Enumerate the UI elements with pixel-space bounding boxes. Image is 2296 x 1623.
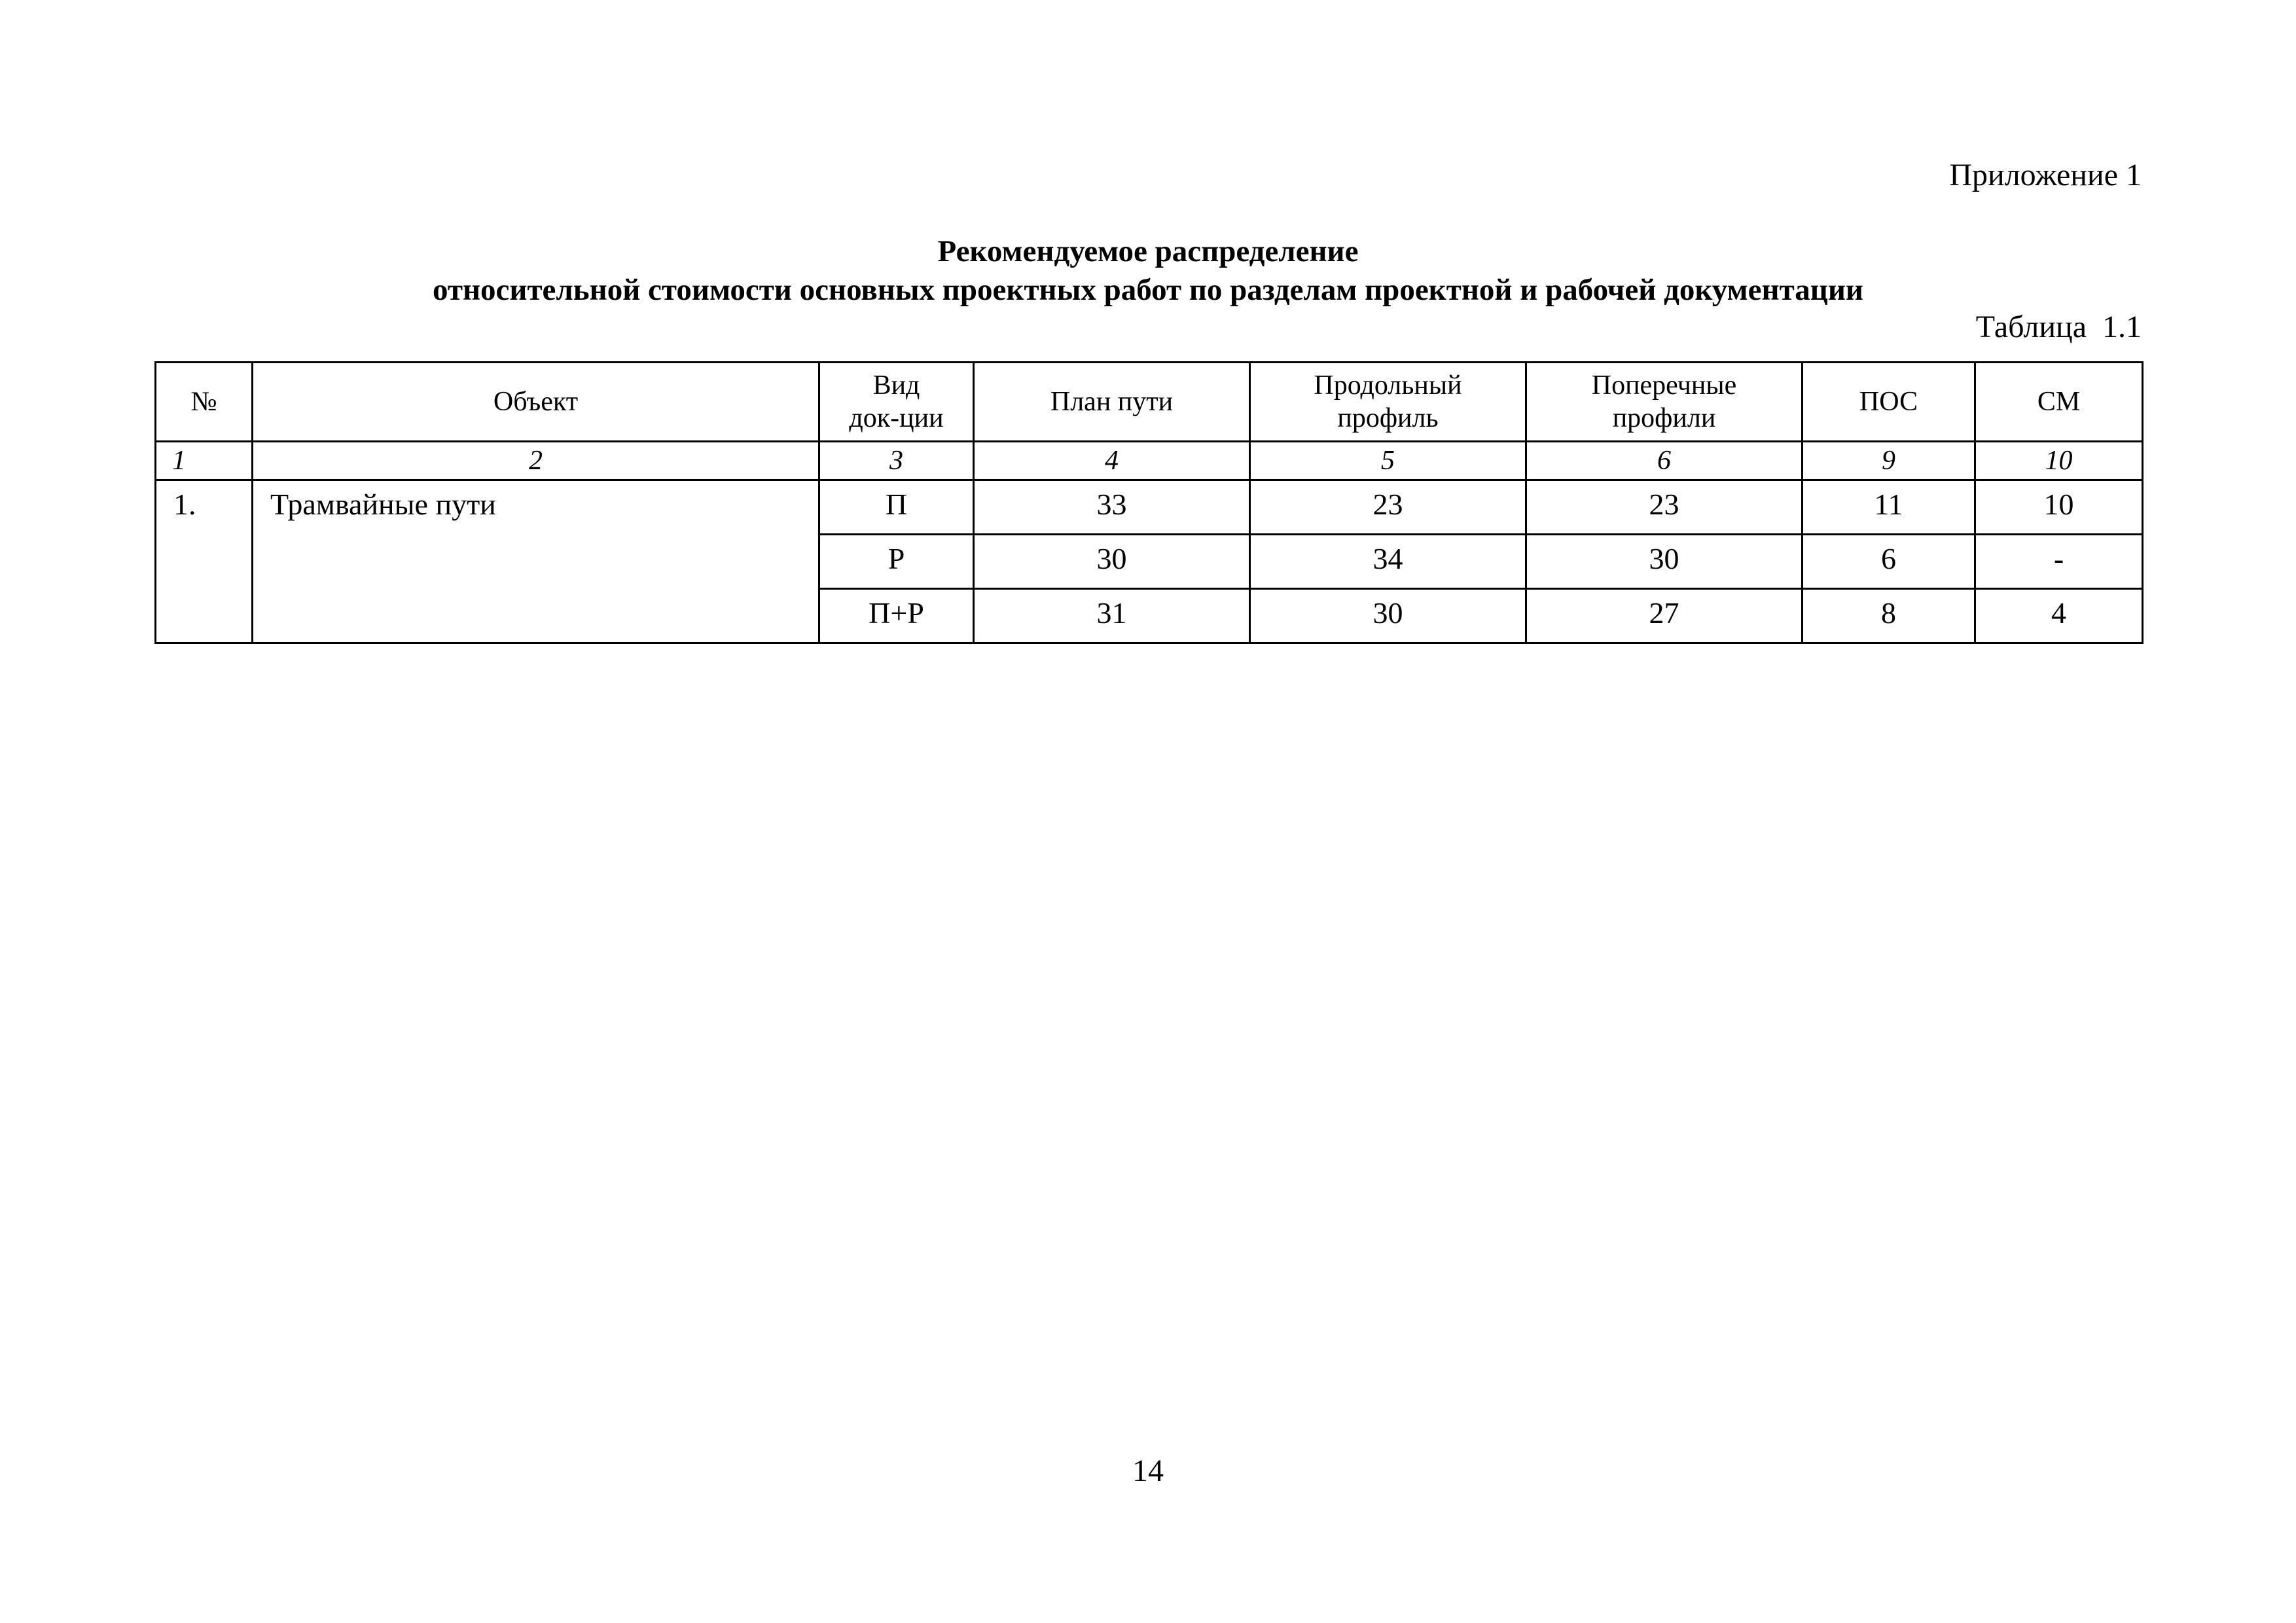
- cell-cross: 27: [1526, 589, 1803, 643]
- cell-cross: 30: [1526, 535, 1803, 589]
- header-longitudinal-line-1: Продольный: [1314, 370, 1462, 401]
- column-number: 6: [1526, 442, 1803, 480]
- header-longitudinal-line-2: профиль: [1337, 403, 1439, 433]
- header-object: Объект: [253, 363, 819, 442]
- column-number-row: [156, 442, 2143, 480]
- document-title-line-2: относительной стоимости основных проектных работ по разделам проектной и рабочей документации: [432, 273, 1864, 307]
- column-number: 10: [1975, 442, 2143, 480]
- appendix-label: Приложение 1: [1949, 158, 2142, 192]
- cell-sm: -: [1975, 535, 2143, 589]
- header-doc-type: [819, 363, 974, 442]
- cost-distribution-table: [154, 361, 2144, 644]
- cell-doc-type: П+Р: [819, 589, 974, 643]
- header-cross-line-2: профили: [1612, 403, 1716, 433]
- row-object: Трамвайные пути: [253, 480, 819, 643]
- cell-doc-type: П: [819, 480, 974, 535]
- header-doc-type-line-2: док-ции: [849, 403, 944, 433]
- column-number: 5: [1250, 442, 1526, 480]
- header-longitudinal-profile: [1250, 363, 1526, 442]
- column-number: 9: [1803, 442, 1975, 480]
- table-header-row: [156, 363, 2143, 442]
- page-number: 14: [1132, 1454, 1164, 1488]
- column-number: 2: [253, 442, 819, 480]
- cell-pos: 6: [1803, 535, 1975, 589]
- cell-doc-type: Р: [819, 535, 974, 589]
- cell-cross: 23: [1526, 480, 1803, 535]
- cell-sm: 4: [1975, 589, 2143, 643]
- cell-longitudinal: 23: [1250, 480, 1526, 535]
- column-number: 4: [974, 442, 1250, 480]
- table-label: Таблица 1.1: [1975, 310, 2142, 344]
- cell-pos: 8: [1803, 589, 1975, 643]
- column-number: 3: [819, 442, 974, 480]
- cell-plan: 30: [974, 535, 1250, 589]
- cell-pos: 11: [1803, 480, 1975, 535]
- header-plan: План пути: [974, 363, 1250, 442]
- header-pos: ПОС: [1803, 363, 1975, 442]
- column-number: 1: [156, 442, 253, 480]
- cell-plan: 31: [974, 589, 1250, 643]
- cell-sm: 10: [1975, 480, 2143, 535]
- cell-longitudinal: 30: [1250, 589, 1526, 643]
- table-row: [156, 480, 2143, 535]
- header-doc-type-line-1: Вид: [872, 370, 920, 401]
- document-title-line-1: Рекомендуемое распределение: [937, 234, 1359, 268]
- header-sm: СМ: [1975, 363, 2143, 442]
- row-number: 1.: [156, 480, 253, 643]
- cell-plan: 33: [974, 480, 1250, 535]
- header-cross-profiles: [1526, 363, 1803, 442]
- header-num: №: [156, 363, 253, 442]
- cell-longitudinal: 34: [1250, 535, 1526, 589]
- header-cross-line-1: Поперечные: [1591, 370, 1737, 401]
